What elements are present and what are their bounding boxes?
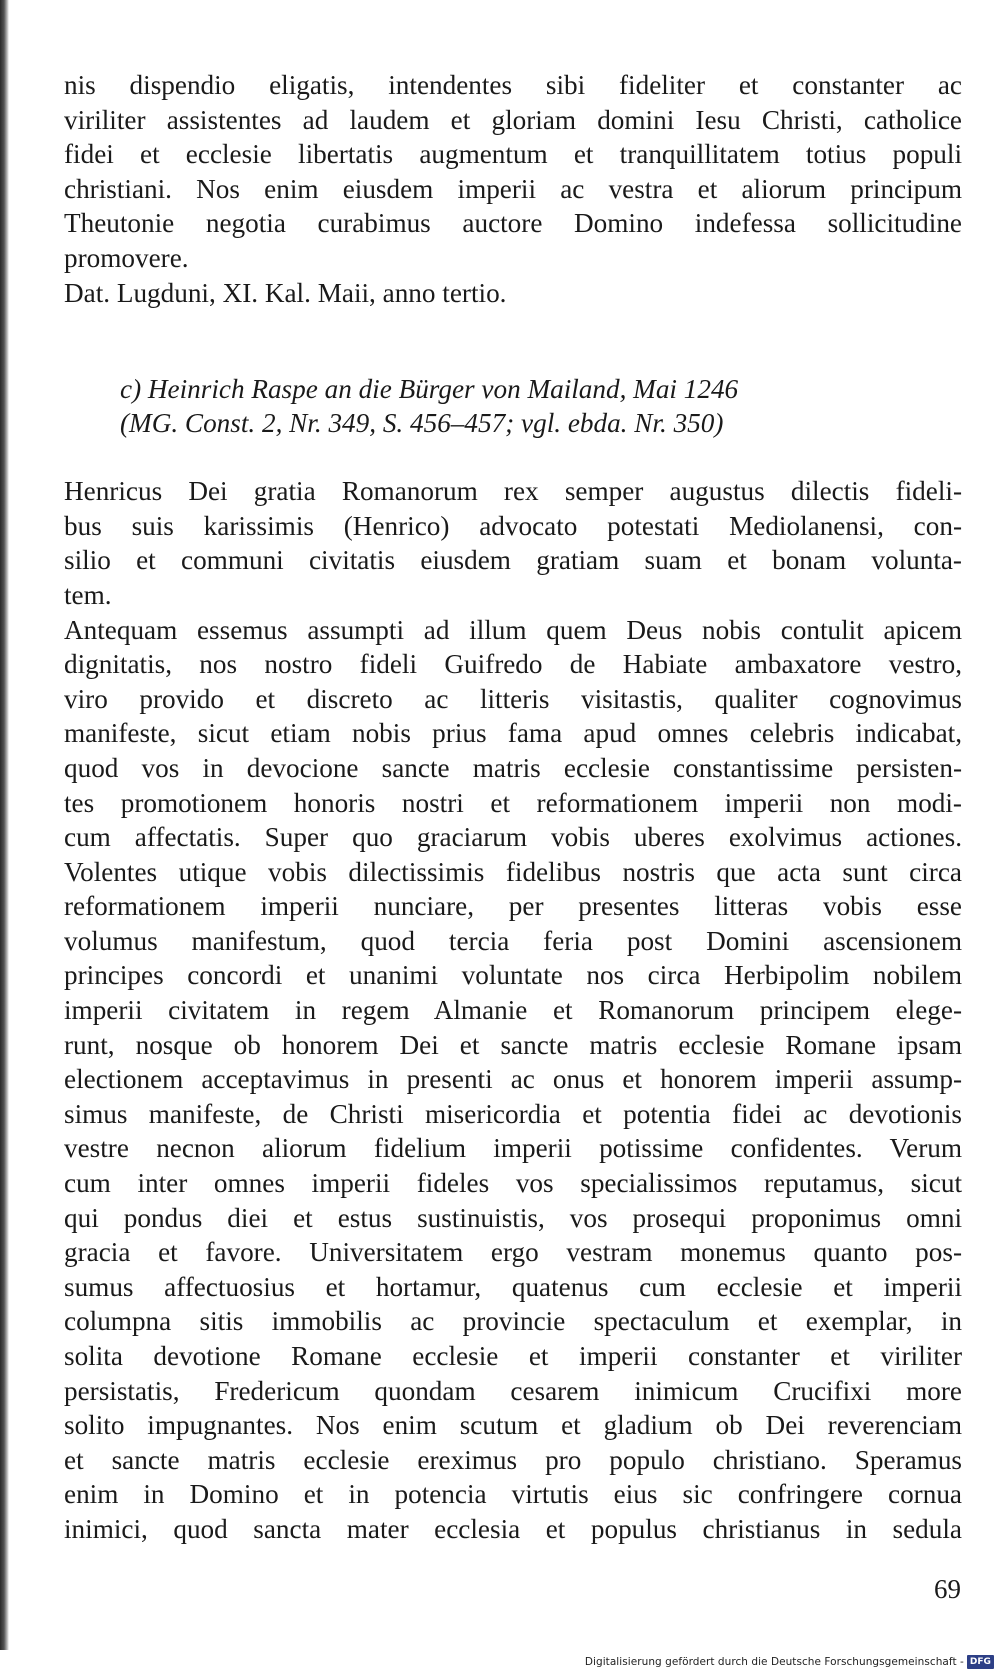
page-edge-shadow xyxy=(0,0,9,1650)
digitization-footer xyxy=(585,1655,994,1669)
text-line: fidei et ecclesie libertatis augmentum et tranquillitatem totius populi xyxy=(64,139,962,170)
text-line: Volentes utique vobis dilectissimis fidelibus nostris que acta sunt circa xyxy=(64,856,962,887)
text-line: enim in Domino et in potencia virtutis eius sic confringere cornua xyxy=(64,1479,962,1510)
text-line: reformationem imperii nunciare, per presentes litteras vobis esse xyxy=(64,891,962,922)
text-line: cum affectatis. Super quo graciarum vobis uberes exolvimus actiones. xyxy=(64,822,962,853)
text-line: principes concordi et unanimi voluntate nos circa Herbipolim nobilem xyxy=(64,960,962,991)
section-heading-source: (MG. Const. 2, Nr. 349, S. 456–457; vgl. ebda. Nr. 350) xyxy=(120,408,724,439)
text-line: manifeste, sicut etiam nobis prius fama apud omnes celebris indicabat, xyxy=(64,718,962,749)
salutation-paragraph xyxy=(64,474,962,612)
text-line: electionem acceptavimus in presenti ac onus et honorem imperii assump- xyxy=(64,1064,962,1095)
text-line: quod vos in devocione sancte matris ecclesie constantissime persisten- xyxy=(64,752,962,783)
text-line: nis dispendio eligatis, intendentes sibi fideliter et constanter ac xyxy=(64,70,962,100)
text-line: Antequam essemus assumpti ad illum quem Deus nobis contulit apicem xyxy=(64,614,962,645)
intro-paragraph xyxy=(64,68,962,276)
page-text-block xyxy=(64,68,962,1547)
text-line: vestre necnon aliorum fidelium imperii potissime confidentes. Verum xyxy=(64,1133,962,1164)
text-line: persistatis, Fredericum quondam cesarem inimicum Crucifixi more xyxy=(64,1375,962,1406)
text-line: et sancte matris ecclesie ereximus pro populo christiano. Speramus xyxy=(64,1444,962,1475)
section-heading xyxy=(120,372,920,440)
footer-text: Digitalisierung gefördert durch die Deutsche Forschungsgemeinschaft - xyxy=(584,1656,964,1668)
dating-line: Dat. Lugduni, XI. Kal. Maii, anno tertio. xyxy=(64,277,507,308)
text-line: tes promotionem honoris nostri et reformationem imperii non modi- xyxy=(64,787,962,818)
text-line: columpna sitis immobilis ac provincie spectaculum et exemplar, in xyxy=(64,1306,962,1337)
text-line: promovere. xyxy=(64,242,189,273)
text-line: Theutonie negotia curabimus auctore Domino indefessa sollicitudine xyxy=(64,208,962,239)
body-paragraph xyxy=(64,613,962,1547)
text-line: dignitatis, nos nostro fideli Guifredo de Habiate ambaxatore vestro, xyxy=(64,649,962,680)
text-line: qui pondus diei et estus sustinuistis, vos prosequi proponimus omni xyxy=(64,1202,962,1233)
text-line: simus manifeste, de Christi misericordia et potentia fidei ac devotionis xyxy=(64,1098,962,1129)
section-heading-title: c) Heinrich Raspe an die Bürger von Mailand, Mai 1246 xyxy=(120,374,739,405)
text-line: gracia et favore. Universitatem ergo vestram monemus quanto pos- xyxy=(64,1237,962,1268)
text-line: solita devotione Romane ecclesie et imperii constanter et viriliter xyxy=(64,1341,962,1371)
section-spacer xyxy=(64,440,962,474)
dfg-logo: DFG xyxy=(967,1655,994,1669)
section-spacer xyxy=(64,310,962,372)
text-line: volumus manifestum, quod tercia feria post Domini ascensionem xyxy=(64,925,962,956)
text-line: imperii civitatem in regem Almanie et Romanorum principem elege- xyxy=(64,995,962,1026)
page-number: 69 xyxy=(934,1574,961,1604)
text-line: runt, nosque ob honorem Dei et sancte matris ecclesie Romane ipsam xyxy=(64,1029,962,1060)
text-line: christiani. Nos enim eiusdem imperii ac vestra et aliorum principum xyxy=(64,173,962,204)
text-line: silio et communi civitatis eiusdem gratiam suam et bonam volunta- xyxy=(64,545,962,576)
text-line: viriliter assistentes ad laudem et gloriam domini Iesu Christi, catholice xyxy=(64,104,962,135)
text-line: viro provido et discreto ac litteris visitastis, qualiter cognovimus xyxy=(64,683,962,714)
text-line: tem. xyxy=(64,579,112,610)
text-line: bus suis karissimis (Henrico) advocato potestati Mediolanensi, con- xyxy=(64,510,962,541)
text-line: solito impugnantes. Nos enim scutum et gladium ob Dei reverenciam xyxy=(64,1410,962,1441)
text-line: sumus affectuosius et hortamur, quatenus cum ecclesie et imperii xyxy=(64,1271,962,1302)
text-line: Henricus Dei gratia Romanorum rex semper augustus dilectis fideli- xyxy=(64,476,962,507)
text-line: cum inter omnes imperii fideles vos specialissimos reputamus, sicut xyxy=(64,1168,962,1199)
text-line: inimici, quod sancta mater ecclesia et populus christianus in sedula xyxy=(64,1513,962,1544)
